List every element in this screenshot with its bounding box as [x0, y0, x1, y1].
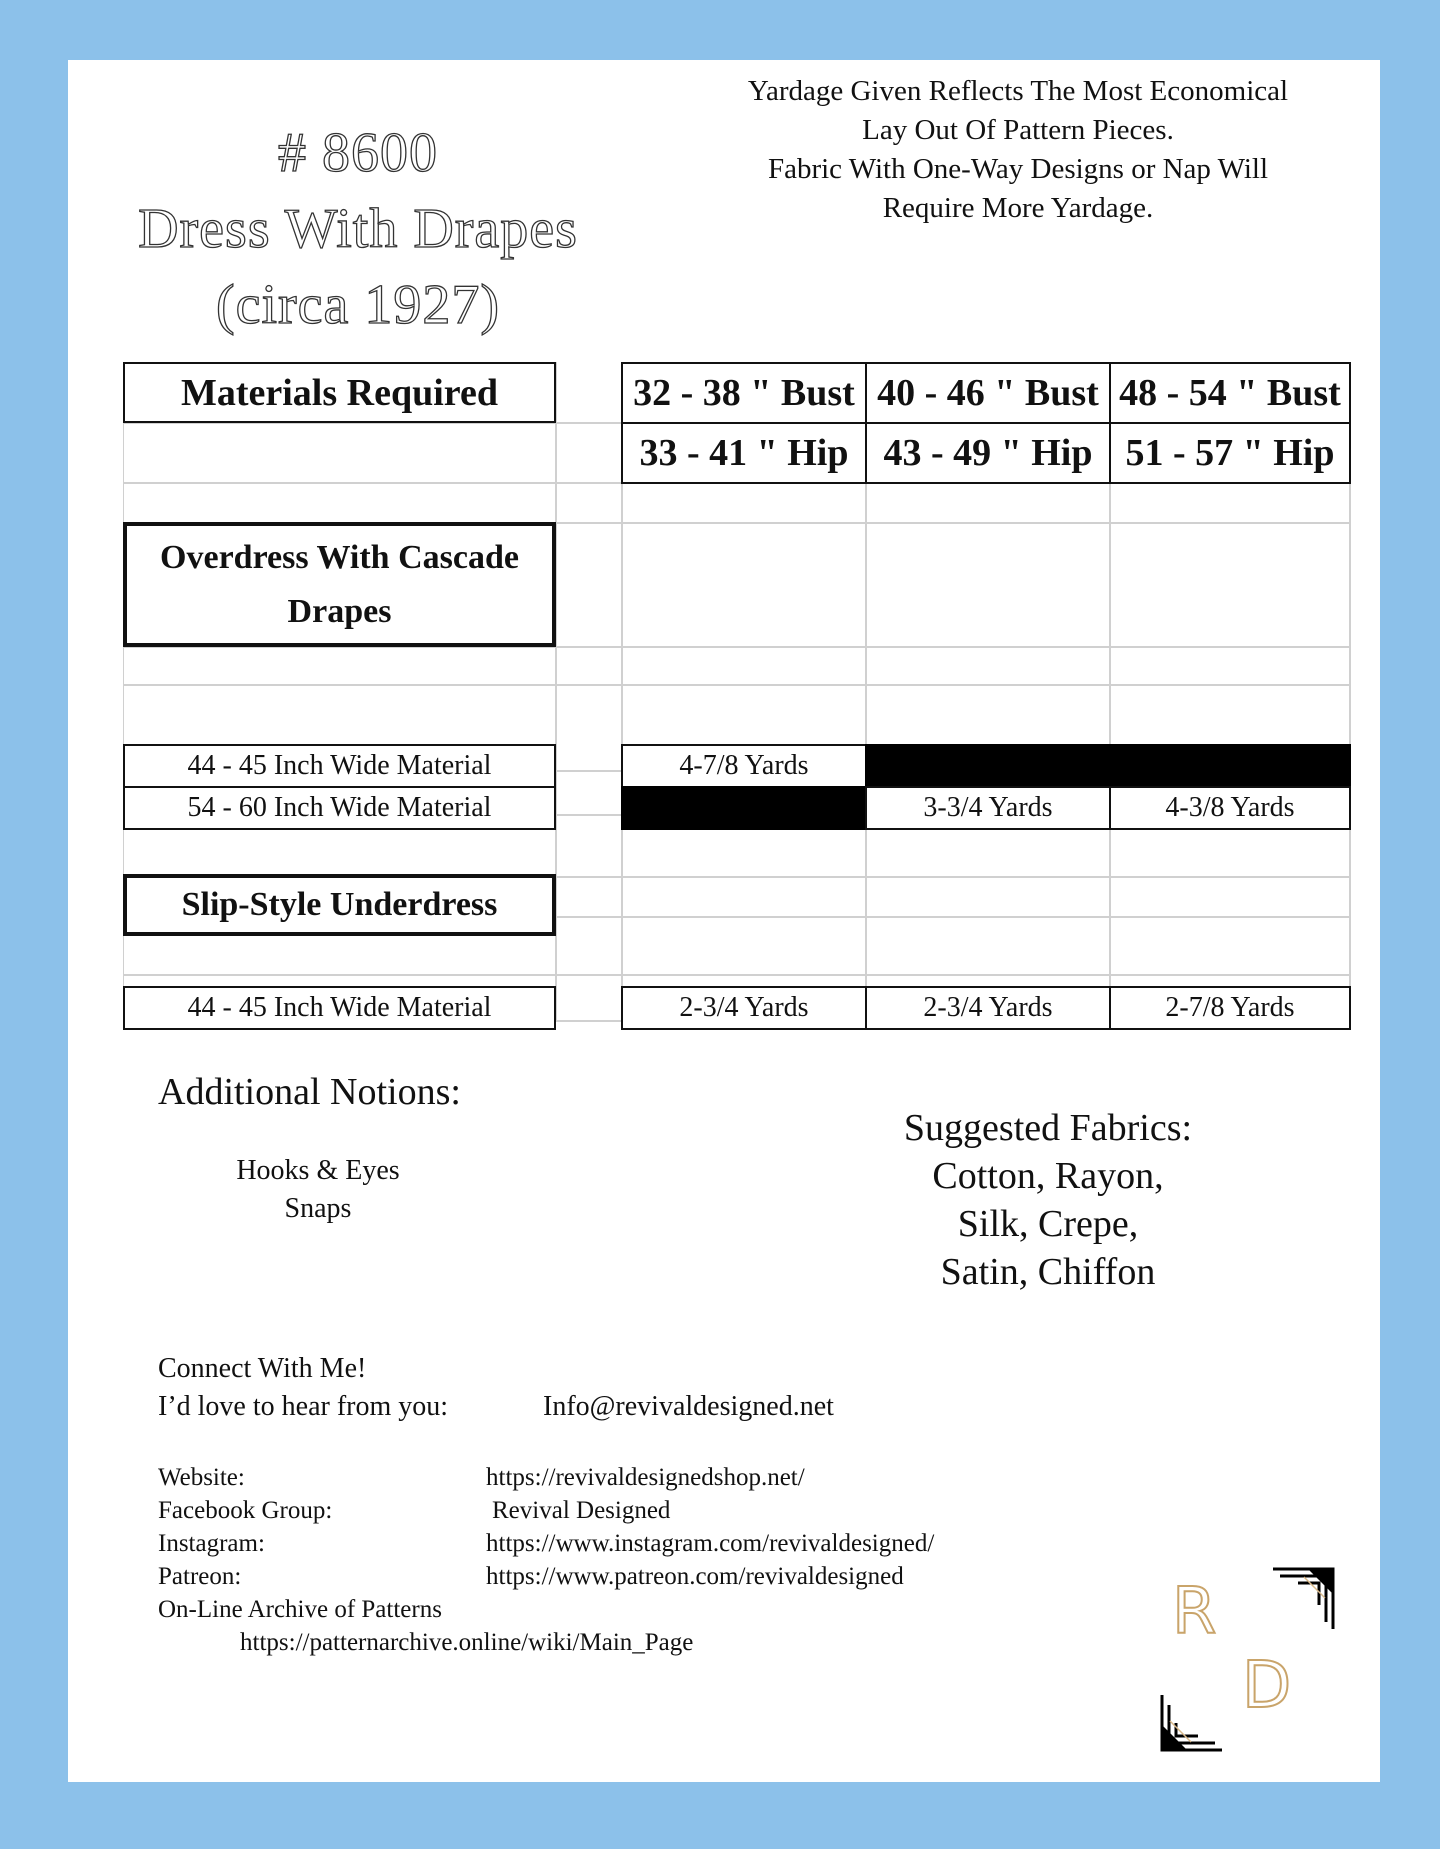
- not-applicable-fill: [865, 744, 1351, 788]
- size-hip-1: 33 - 41 " Hip: [621, 422, 867, 484]
- archive-link[interactable]: https://patternarchive.online/wiki/Main_Page: [240, 1629, 694, 1656]
- fabrics-line: Silk, Crepe,: [957, 1203, 1139, 1245]
- link-label: Website:: [158, 1464, 245, 1491]
- size-bust-3: 48 - 54 " Bust: [1109, 362, 1351, 424]
- yardage-note-line: Lay Out Of Pattern Pieces.: [862, 114, 1174, 146]
- pattern-number: # 8600: [278, 122, 438, 184]
- yardage-cell: 4-7/8 Yards: [621, 744, 867, 788]
- material-label: 44 - 45 Inch Wide Material: [123, 744, 556, 788]
- overdress-title: Overdress With Cascade Drapes: [123, 522, 556, 647]
- patreon-link[interactable]: https://www.patreon.com/revivaldesigned: [486, 1563, 904, 1590]
- notions-list: [218, 1152, 418, 1228]
- pattern-sheet: [68, 60, 1380, 1782]
- contact-block: [158, 1350, 448, 1426]
- facebook-link[interactable]: Revival Designed: [492, 1497, 671, 1524]
- links-values: [486, 1461, 934, 1593]
- contact-line: Connect With Me!: [158, 1353, 367, 1384]
- fabrics-heading: Suggested Fabrics:: [903, 1107, 1193, 1149]
- link-label: Patreon:: [158, 1563, 242, 1590]
- fabrics-block: [868, 1104, 1228, 1296]
- pattern-name: Dress With Drapes: [138, 198, 578, 260]
- yardage-note-line: Fabric With One-Way Designs or Nap Will: [767, 153, 1269, 185]
- pattern-title: [138, 115, 578, 343]
- yardage-cell: 2-7/8 Yards: [1109, 986, 1351, 1030]
- link-label: Facebook Group:: [158, 1497, 333, 1524]
- website-link[interactable]: https://revivaldesignedshop.net/: [486, 1464, 805, 1491]
- yardage-cell: 2-3/4 Yards: [621, 986, 867, 1030]
- logo-letter-r: R: [1172, 1575, 1217, 1649]
- contact-line: I’d love to hear from you:: [158, 1391, 449, 1422]
- yardage-note: [708, 72, 1328, 228]
- archive-label: On-Line Archive of Patterns: [158, 1596, 442, 1623]
- email-link[interactable]: Info@revivaldesigned.net: [543, 1391, 834, 1422]
- yardage-cell: 4-3/8 Yards: [1109, 786, 1351, 830]
- instagram-link[interactable]: https://www.instagram.com/revivaldesigned/: [486, 1530, 935, 1557]
- yardage-cell: 2-3/4 Yards: [865, 986, 1111, 1030]
- notion-item: Snaps: [284, 1193, 352, 1224]
- notions-heading: Additional Notions:: [158, 1071, 461, 1113]
- size-hip-2: 43 - 49 " Hip: [865, 422, 1111, 484]
- fabrics-line: Satin, Chiffon: [940, 1251, 1156, 1293]
- underdress-title: Slip-Style Underdress: [123, 874, 556, 936]
- size-bust-1: 32 - 38 " Bust: [621, 362, 867, 424]
- revival-designed-logo: [1158, 1565, 1338, 1755]
- notion-item: Hooks & Eyes: [236, 1155, 400, 1186]
- materials-table: [123, 362, 1351, 1022]
- material-label: 44 - 45 Inch Wide Material: [123, 986, 556, 1030]
- material-label: 54 - 60 Inch Wide Material: [123, 786, 556, 830]
- fabrics-line: Cotton, Rayon,: [932, 1155, 1164, 1197]
- not-applicable-fill: [621, 786, 867, 830]
- yardage-note-line: Yardage Given Reflects The Most Economical: [747, 75, 1289, 107]
- pattern-era: (circa 1927): [215, 274, 501, 336]
- link-label: Instagram:: [158, 1530, 265, 1557]
- size-hip-3: 51 - 57 " Hip: [1109, 422, 1351, 484]
- yardage-note-line: Require More Yardage.: [882, 192, 1154, 224]
- links-labels: [158, 1461, 442, 1626]
- size-bust-2: 40 - 46 " Bust: [865, 362, 1111, 424]
- materials-header: Materials Required: [123, 362, 556, 423]
- logo-letter-d: D: [1242, 1649, 1292, 1723]
- yardage-cell: 3-3/4 Yards: [865, 786, 1111, 830]
